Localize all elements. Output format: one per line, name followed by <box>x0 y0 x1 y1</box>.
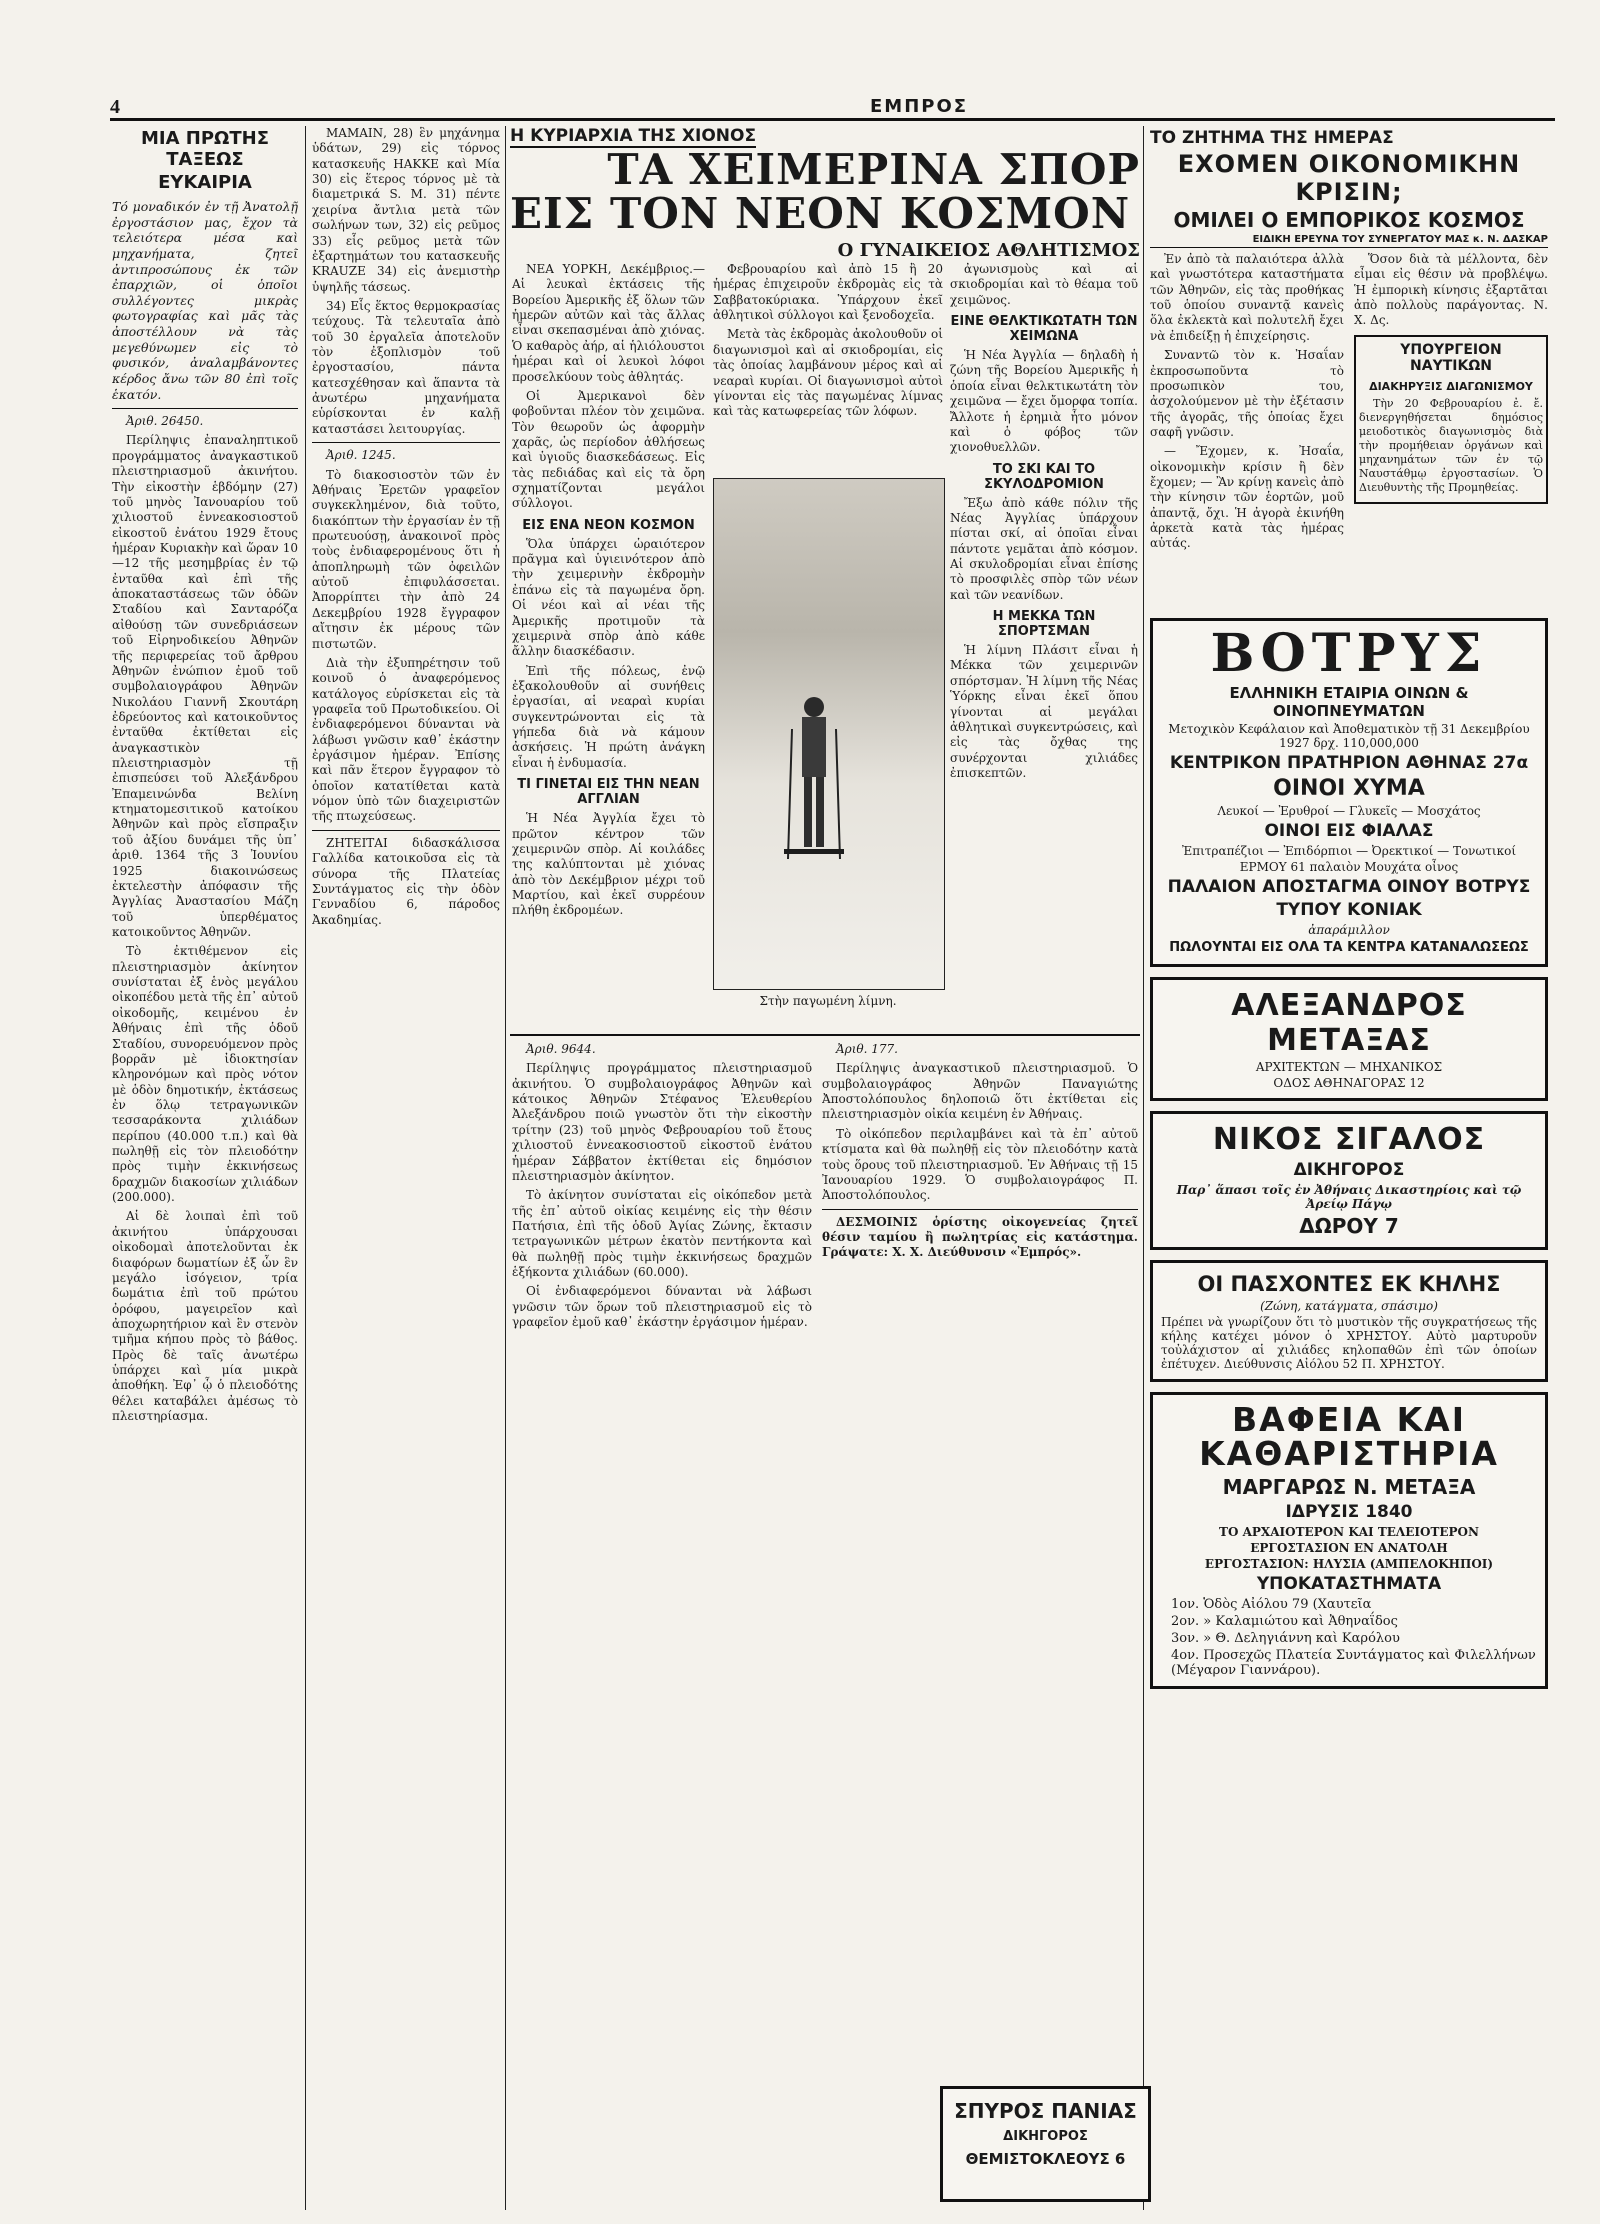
section-subheading: ΔΙΑΚΗΡΥΞΙΣ ΔΙΑΓΩΝΙΣΜΟΥ <box>1369 379 1533 393</box>
article-headline: ΕΧΟΜΕΝ ΟΙΚΟΝΟΜΙΚΗΝ ΚΡΙΣΙΝ; <box>1177 150 1521 206</box>
notice-body: Περίληψις προγράμματος πλειστηριασμοῦ ἀκινήτου. Ὁ συμβολαιογράφος Ἀθηνῶν καὶ κάτοικος Ἀθηνῶν Στέφανος Ἐλευθερίου Ἀλεξάνδρου ποιῶ γνωστὸν ὅτι τὴν εἰκοστὴν τρίτην (23) τοῦ μηνὸς Φεβρουαρίου τοῦ ἔτους χιλιοστοῦ ἐννεακοσιοστοῦ εἰκοστοῦ ἐνάτου ἡμέραν Σάββατον ἐκτίθεται εἰς δημόσιον πλειστηριασμὸν ἀκίνητον. <box>512 1061 812 1183</box>
article-body: Ὅλα ὑπάρχει ὡραιότερον πρᾶγμα καὶ ὑγιεινότερον ἀπὸ τὴν χειμερινὴν ἐκδρομὴν ἐπάνω εἰς τὰ παγωμένα ὄρη. Οἱ νέοι καὶ αἱ νέαι τῆς Ἀμερικῆς προτιμοῦν τὰ χειμερινὰ σπὸρ ἀπὸ κάθε ἄλλην διασκέδασιν. <box>512 536 705 659</box>
ad-branch: 4ον. Προσεχῶς Πλατεία Συντάγματος καὶ Φιλελλήνων (Μέγαρον Γιαννάρου). <box>1171 1647 1536 1678</box>
notice-body: Διὰ τὴν ἐξυπηρέτησιν τοῦ κοινοῦ ὁ ἀναφερόμενος κατάλογος εὑρίσκεται εἰς τὰ γραφεῖα τοῦ Πρωτοδικείου. Οἱ ἐνδιαφερόμενοι δύνανται νὰ λάβωσι γνῶσιν καθ᾽ ἑκάστην ἐργάσιμον ἡμέραν. Ἐπίσης καὶ πᾶν ἕτερον ἔγγραφον τὸ ὁποῖον κατατίθεται κατὰ νόμον ὑπὸ τῶν διαχειριστῶν τῆς πτωχεύσεως. <box>312 655 500 824</box>
article-body: Φεβρουαρίου καὶ ἀπὸ 15 ἢ 20 ἡμέρας ἐπιχειροῦν ἐκδρομὰς εἰς τὰ Σαββατοκύριακα. Ὑπάρχουν ἐκεῖ ἀθλητικοὶ σύλλογοι καὶ ξενοδοχεῖα. <box>713 262 943 323</box>
notice-body: Περίληψις ἀναγκαστικοῦ πλειστηριασμοῦ. Ὁ συμβολαιογράφος Ἀθηνῶν Παναγιώτης Ἀποστολόπουλος δηλοποιῶ ὅτι ἐκτίθεται εἰς πλειστηριασμὸν οἰκία κειμένη ἐν Ἀθήναις. <box>822 1061 1138 1122</box>
ad-role: ΔΙΚΗΓΟΡΟΣ <box>1293 1159 1405 1180</box>
notice-body: Τὸ διακοσιοστὸν τῶν ἐν Ἀθήναις Ἐρετῶν γραφεῖον συγκεκλημένον, διὰ τοῦτο, διακόπτων τὴν ἐργασίαν ἐν τῇ πρωτευούσῃ, ἀνακοινοῖ πρὸς τοὺς ἐνδιαφερομένους ὅτι ἡ ἀποπληρωμὴ τῶν ὀφειλῶν αὐτοῦ ἐπιφυλάσσεται. Ἀπορρίπτει τὴν ἀπὸ 24 Δεκεμβρίου 1928 ἔγγραφον αἴτησιν ἐκ μέρους τῶν πιστωτῶν. <box>312 467 500 651</box>
ad-founded: ΙΔΡΥΣΙΣ 1840 <box>1285 1501 1413 1522</box>
notice-number: Ἀριθ. 1245. <box>326 448 396 463</box>
ad-subtitle: (Ζώνη, κατάγματα, σπάσιμο) <box>1260 1298 1438 1313</box>
divider <box>822 1209 1138 1210</box>
notice-body: Τὴν 20 Φεβρουαρίου ἐ. ἔ. διενεργηθήσεται δημόσιος μειοδοτικὸς διαγωνισμὸς διὰ τὴν προμήθειαν ὀργάνων καὶ μηχανημάτων τῶν ἐν τῷ Ναυστάθμῳ ἐργοστασίων. Ὁ Διευθυντὴς τῆς Προμηθείας. <box>1359 396 1543 495</box>
masthead <box>110 96 1555 121</box>
column-rule <box>305 126 306 2210</box>
ad-claim-2: ΕΡΓΟΣΤΑΣΙΟΝ ΕΝ ΑΝΑΤΟΛΗ <box>1250 1540 1448 1555</box>
page-number: 4 <box>110 96 120 118</box>
ad-title: ΒΑΦΕΙΑ ΚΑΙ ΚΑΘΑΡΙΣΤΗΡΙΑ <box>1199 1399 1499 1474</box>
section-heading: ΤΟ ΣΚΙ ΚΑΙ ΤΟ ΣΚΥΛΟΔΡΟΜΙΟΝ <box>984 461 1104 492</box>
section-heading: ΥΠΟΥΡΓΕΙΟΝ ΝΑΥΤΙΚΩΝ <box>1400 341 1502 374</box>
ad-name: ΣΠΥΡΟΣ ΠΑΝΙΑΣ <box>954 2099 1137 2123</box>
notice-body: Οἱ ἐνδιαφερόμενοι δύνανται νὰ λάβωσι γνῶσιν τῶν ὅρων τοῦ πλειστηριασμοῦ εἰς τὸ γραφεῖον ἐμοῦ καθ᾽ ἑκάστην ἐργάσιμον ἡμέραν. <box>512 1284 812 1330</box>
skier-photo <box>713 478 945 990</box>
ad-bottles: ΟΙΝΟΙ ΕΙΣ ΦΙΑΛΑΣ <box>1264 820 1434 841</box>
section-heading: ΕΙΝΕ ΘΕΛΚΤΙΚΩΤΑΤΗ ΤΩΝ ΧΕΙΜΩΝΑ <box>950 314 1138 345</box>
section-heading: ΤΙ ΓΙΝΕΤΑΙ ΕΙΣ ΤΗΝ ΝΕΑΝ ΑΓΓΛΙΑΝ <box>517 777 700 808</box>
ad-branch: 3ον. » Θ. Δεληγιάννη καὶ Καρόλου <box>1171 1630 1400 1646</box>
notice-number: Ἀριθ. 9644. <box>526 1042 596 1056</box>
article-body: Ἡ Νέα Ἀγγλία ἔχει τὸ πρῶτον κέντρον τῶν χειμερινῶν σπὸρ. Αἱ κοιλάδες της καλύπτονται μὲ χιόνας ἀπὸ τὸν Δεκέμβριον μέχρι τοῦ Μαρτίου, καὶ ἐκεῖ συρρέουν πλήθη ἐκδρομέων. <box>512 811 705 918</box>
column-winter-3 <box>950 262 1138 1028</box>
notice-body: Τὸ ἀκίνητον συνίσταται εἰς οἰκόπεδον μετὰ τῆς ἐπ᾽ αὐτοῦ οἰκίας κειμένης εἰς τὴν θέσιν Πατήσια, ἐπὶ τῆς ὁδοῦ Ἀγίας Ζώνης, ἔκτασιν τετραγωνικῶν μέτρων ἑκατὸν πεντήκοντα καὶ θὰ πωληθῇ πρὸς τιμὴν ἐκκινήσεως δραχμῶν ἑξήκοντα χιλιάδων (60.000). <box>512 1188 812 1280</box>
skier-figure <box>784 689 844 869</box>
ad-product-types: Λευκοί — Ἐρυθροί — Γλυκεῖς — Μοσχάτος <box>1217 803 1481 818</box>
section-heading: Η ΜΕΚΚΑ ΤΩΝ ΣΠΟΡΤΣΜΑΝ <box>992 609 1096 640</box>
ad-sold: ΠΩΛΟΥΝΤΑΙ ΕΙΣ ΟΛΑ ΤΑ ΚΕΝΤΡΑ ΚΑΤΑΝΑΛΩΣΕΩΣ <box>1169 939 1529 955</box>
ad-cognac: ΠΑΛΑΙΟΝ ΑΠΟΣΤΑΓΜΑ ΟΙΝΟΥ ΒΟΤΡΥΣ <box>1167 876 1531 897</box>
ad-votrys-logo: ΒΟΤΡΥΣ <box>1210 623 1488 684</box>
article-body: Ἔξω ἀπὸ κάθε πόλιν τῆς Νέας Ἀγγλίας ὑπάρχουν πίσται σκί, αἱ ὁποῖαι εἶναι πάντοτε γεμᾶται ἀπὸ κόσμον. Αἱ σκυλοδρομίαι εἶναι ἐπίσης τὸ προσφιλὲς σπὸρ τῶν νέων καὶ τῶν νεανίδων. <box>950 495 1138 602</box>
notice-body: Τὸ οἰκόπεδον περιλαμβάνει καὶ τὰ ἐπ᾽ αὐτοῦ κτίσματα καὶ θὰ πωληθῇ εἰς τὸν πλειοδότην κατὰ τοὺς ὅρους τοῦ πλειστηριασμοῦ. Ἐν Ἀθήναις τῇ 15 Ἰανουαρίου 1929. Ὁ συμβολαιογράφος Π. Ἀποστολόπουλος. <box>822 1126 1138 1203</box>
ad-shop: ΚΕΝΤΡΙΚΟΝ ΠΡΑΤΗΡΙΟΝ ΑΘΗΝΑΣ 27α <box>1169 752 1529 773</box>
ad-lawyer-panias <box>940 2086 1151 2202</box>
banner-headline-2: ΕΙΣ ΤΟΝ ΝΕΟΝ ΚΟΣΜΟΝ <box>510 189 1131 239</box>
ad-metaxas <box>1150 977 1548 1101</box>
ad-sigalos <box>1150 1111 1548 1250</box>
ad-branch: 1ον. Ὁδὸς Αἰόλου 79 (Χαυτεῖα <box>1171 1596 1372 1612</box>
ad-cognac-note: ἀπαράμιλλον <box>1308 922 1390 937</box>
ad-line: Παρ᾽ ἅπασι τοῖς ἐν Ἀθήναις Δικαστηρίοις καὶ τῷ Ἀρείῳ Πάγῳ <box>1176 1182 1522 1211</box>
article-col-a <box>1150 252 1344 608</box>
banner-kicker: Η ΚΥΡΙΑΡΧΙΑ ΤΗΣ ΧΙΟΝΟΣ <box>510 126 757 146</box>
ad-name: ΑΛΕΞΑΝΔΡΟΣ ΜΕΤΑΞΑΣ <box>1231 987 1467 1058</box>
ad-role: ΑΡΧΙΤΕΚΤΩΝ — ΜΗΧΑΝΙΚΟΣ <box>1255 1059 1443 1074</box>
ad-claim: ΤΟ ΑΡΧΑΙΟΤΕΡΟΝ ΚΑΙ ΤΕΛΕΙΟΤΕΡΟΝ <box>1219 1524 1479 1539</box>
article-col-b <box>1354 252 1548 608</box>
ad-title: ΟΙ ΠΑΣΧΟΝΤΕΣ ΕΚ ΚΗΛΗΣ <box>1197 1271 1501 1296</box>
article-body: Ὅσον διὰ τὰ μέλλοντα, δὲν εἶμαι εἰς θέσιν νὰ προβλέψω. Ἡ ἐμπορικὴ κίνησις ἐξαρτᾶται ἀπὸ πολλοὺς παράγοντας. Ν. Χ. Δς. <box>1354 252 1548 328</box>
divider <box>312 442 500 443</box>
ad-bottle-types: Ἐπιτραπέζιοι — Ἐπιδόρπιοι — Ὀρεκτικοί — Τονωτικοί <box>1181 843 1517 858</box>
ad-address: ΕΡΜΟΥ 61 παλαιὸν Μουχάτα οἶνος <box>1239 859 1459 874</box>
ad-address: ΔΩΡΟΥ 7 <box>1299 1213 1399 1238</box>
article-title-2: ΕΥΚΑΙΡΙΑ <box>158 172 252 193</box>
notice-body: Αἱ δὲ λοιπαὶ ἐπὶ τοῦ ἀκινήτου ὑπάρχουσαι οἰκοδομαὶ ἀποτελοῦνται ἐκ διαφόρων δωματίων ἐξ ὧν ἓν μεγάλο ἰσόγειον, τρία δωμάτια ἐπὶ τοῦ πρώτου ὀρόφου, μαγειρεῖον καὶ ἀποχωρητήριον καὶ ἓν στενὸν τμῆμα κήπου πρὸς τὸ βάθος. Πρὸς δὲ ταῖς ἀνωτέρω ὑπάρχει καὶ μία μικρὰ ἀποθήκη. Ἐφ᾽ ᾧ ὁ πλειοδότης θέλει καταβάλει ἀμέσως τὸ πλειστηρίασμα. <box>112 1209 298 1424</box>
ministry-notice <box>1354 335 1548 505</box>
article-body: — Ἔχομεν, κ. Ἠσαΐα, οἰκονομικὴν κρίσιν ἢ δὲν ἔχομεν; — Ἂν κρίνῃ κανεὶς ἀπὸ τὴν κίνησιν τῶν ἑορτῶν, μοῦ ἀπαντᾷ, ὄχι. Ἡ ἀγορὰ ἐκινήθη ἀρκετὰ κατὰ τὰς ἡμέρας αὐτάς. <box>1150 444 1344 551</box>
article-byline: ΕΙΔΙΚΗ ΕΡΕΥΝΑ ΤΟΥ ΣΥΝΕΡΓΑΤΟΥ ΜΑΣ κ. Ν. ΔΑΣΚΑΡ <box>1150 234 1548 248</box>
section-kicker: ΤΟ ΖΗΤΗΜΑ ΤΗΣ ΗΜΕΡΑΣ <box>1150 128 1394 148</box>
column-right <box>1150 126 1548 2214</box>
article-body: ΝΕΑ ΥΟΡΚΗ, Δεκέμβριος.— Αἱ λευκαὶ ἐκτάσεις τῆς Βορείου Ἀμερικῆς ἐξ ὅλων τῶν ἡμερῶν αὐτῶν καὶ τὰς ἄλλας εἶναι σκεπασμέναι ἀπὸ χιόνας. Ὁ καθαρὸς ἀήρ, αἱ ἡλιόλουστοι ἡμέραι καὶ οἱ λευκοὶ λόφοι προσελκύουν τοὺς ἀθλητάς. <box>512 262 705 384</box>
article-body: Μετὰ τὰς ἐκδρομὰς ἀκολουθοῦν οἱ διαγωνισμοὶ καὶ αἱ σκιοδρομίαι, εἰς τὰς ὁποίας λαμβάνουν μέρος καὶ αἱ νεαραὶ κυρίαι. Οἱ διαγωνισμοὶ αὐτοὶ γίνονται εἰς τὰς παγωμένας λίμνας καὶ τὰς κατωφερείας τῶν λόφων. <box>713 327 943 419</box>
ad-factory: ΕΡΓΟΣΤΑΣΙΟΝ: ΗΛΥΣΙΑ (ΑΜΠΕΛΟΚΗΠΟΙ) <box>1204 1556 1494 1571</box>
divider <box>510 1034 1140 1036</box>
ad-address: ΘΕΜΙΣΤΟΚΛΕΟΥΣ 6 <box>965 2150 1126 2168</box>
article-body: Ἐν ἀπὸ τὰ παλαιότερα ἀλλὰ καὶ γνωστότερα καταστήματα τῶν Ἀθηνῶν, εἰς τὰς προθήκας τοῦ ὁποίου συναντᾷ κανεὶς ὅλα ἐκλεκτὰ καὶ πολυτελῆ ἔχει νὰ ἐπιδείξῃ ἡ ἐπιχείρησις. <box>1150 252 1344 343</box>
article-body: Ἡ Νέα Ἀγγλία — δηλαδὴ ἡ ζώνη τῆς Βορείου Ἀμερικῆς ἡ ὁποία εἶναι θελκτικωτάτη τὸν χειμῶνα — ἔχει ὄμορφα τοπία. Ἄλλοτε ἡ ἐρημιὰ ἦτο μόνον καὶ ὁ φόβος τῶν χιονοθυελλῶν. <box>950 348 1138 455</box>
ad-cognac-type: ΤΥΠΟΥ ΚΟΝΙΑΚ <box>1276 899 1422 920</box>
ad-kili <box>1150 1260 1548 1382</box>
article-columns <box>1150 252 1548 608</box>
notice-body: Τὸ ἐκτιθέμενον εἰς πλειστηριασμὸν ἀκίνητον συνίσταται ἐξ ἑνὸς μεγάλου οἰκοπέδου μετὰ τῆς ἐπ᾽ αὐτοῦ οἰκοδομῆς, κειμένου ἐν Ἀθήναις ἐπὶ τῆς ὁδοῦ Σταδίου, συνορευόμενον πρὸς βορρᾶν μὲ ἰδιοκτησίαν κληρονόμων καὶ πρὸς νότον μὲ ὁδὸν δημοτικήν, ἐκτάσεως ἐν ὅλῳ τετραγωνικῶν τεσσαράκοντα χιλιάδων περίπου (40.000 τ.π.) καὶ θὰ πωληθῇ εἰς τὸν πλειοδότην πρὸς τιμὴν ἐκκινήσεως δραχμῶν διακοσίων χιλιάδων (200.000). <box>112 944 298 1205</box>
ad-capital: Μετοχικὸν Κεφάλαιον καὶ Ἀποθεματικὸν τῇ 31 Δεκεμβρίου 1927 δρχ. 110,000,000 <box>1168 721 1530 750</box>
notice-number: Ἀριθ. 177. <box>836 1042 898 1056</box>
column-lower-notices-2 <box>822 1042 1138 2074</box>
column-notices <box>312 126 500 2214</box>
notice-body: ΜΑΜΑΙΝ, 28) ἓν μηχάνημα ὑδάτων, 29) εἰς τόρνος κατασκευῆς ΗΑΚΚΕ καὶ Μία 30) εἰς ἕτερος τόρνος μὲ τὰ διαμετρικά S. M. 31) πέντε χειρίνα ἄντλια μετὰ τῶν σωλήνων των, 32) εἰς ρεῦμος 33) εἷς ρεῦμος μετὰ τῶν ἐξαρτημάτων του κατασκευῆς KRAUZE 34) εἰς ἀνεμιστὴρ ὑψηλῆς τάσεως. <box>312 126 500 294</box>
article-body: Ἡ λίμνη Πλάσιτ εἶναι ἡ Μέκκα τῶν χειμερινῶν σπόρτσμαν. Ἡ λίμνη τῆς Νέας Ὑόρκης εἶναι ἐκεῖ ὅπου γίνονται αἱ μεγάλαι ἀθλητικαὶ συγκεντρώσεις, καὶ εἰς τὰς ὄχθας της συνέρχονται χιλιάδες ἐπισκεπτῶν. <box>950 643 1138 780</box>
banner-headline-1: ΤΑ ΧΕΙΜΕΡΙΝΑ ΣΠΟΡ <box>607 145 1140 194</box>
article-body: Συναντῶ τὸν κ. Ἠσαΐαν ἐκπροσωποῦντα τὸ προσωπικὸν του, ἀσχολούμενον μὲ τὴν ἐξέτασιν τῆς ἀγορᾶς, τῆς ὁποίας ἔχει σαφῆ γνῶσιν. <box>1150 348 1344 439</box>
article-body: Ἐπὶ τῆς πόλεως, ἐνῷ ἐξακολουθοῦν αἱ συνήθεις ἐργασίαι, αἱ νεαραὶ κυρίαι συγκεντρώνονται εἰς τὰ γήπεδα διὰ νὰ κάμουν ἀσκήσεις. Ἡ πρώτη ἀνάγκη εἶναι ἡ ἐνδυμασία. <box>512 663 705 770</box>
ad-name: ΝΙΚΟΣ ΣΙΓΑΛΟΣ <box>1212 1121 1486 1157</box>
article-subhead: ΟΜΙΛΕΙ Ο ΕΜΠΟΡΙΚΟΣ ΚΟΣΜΟΣ <box>1173 208 1525 232</box>
column-lower-notices-1 <box>512 1042 812 2214</box>
ad-branches-title: ΥΠΟΚΑΤΑΣΤΗΜΑΤΑ <box>1256 1573 1442 1594</box>
column-rule <box>505 126 506 2210</box>
classified-ad: ΖΗΤΕΙΤΑΙ διδασκάλισσα Γαλλίδα κατοικοῦσα εἰς τὰ σύνορα τῆς Πλατείας Συντάγματος εἰς τὴν ὁδὸν Γενναδίου 6, πάροδος Ἀκαδημίας. <box>312 835 500 927</box>
winter-sports-banner <box>510 126 1140 262</box>
notice-body: Περίληψις ἐπαναληπτικοῦ προγράμματος ἀναγκαστικοῦ πλειστηριασμοῦ ἀκινήτου. Τὴν εἰκοστὴν ἑβδόμην (27) τοῦ μηνὸς Ἰανουαρίου τοῦ χιλιοστοῦ ἐννεακοσιοστοῦ εἰκοστοῦ ἐνάτου 1929 ἔτους ἡμέραν Κυριακὴν καὶ ὥραν 10—12 τῆς μεσημβρίας ἐν τῷ ἐνταῦθα καὶ ἐπὶ τῆς ἀποκαταστάσεως τῶν ὁδῶν Σταδίου καὶ Σανταρόζα αἰθούσῃ τῶν συνεδριάσεων τοῦ Εἰρηνοδικείου Ἀθηνῶν τῆς περιφερείας τοῦ ἄρθρου Ἀθηνῶν ἐνώπιον ἐμοῦ τοῦ συμβολαιογράφου Ἀθηνῶν Νικολάου Γιαννῆ Σκουτάρη ἐδρεύοντος καὶ κατοικοῦντος ἐνταῦθα ἐκτίθεται εἰς ἀναγκαστικὸν πλειστηριασμὸν τῇ ἐπισπεύσει τοῦ Ἀλεξάνδρου Ἐπαμεινώνδα Βελίνη κτηματομεσιτικοῦ κατοίκου Ἀθηνῶν καὶ πρὸς εἴσπραξιν τοῦ ἀξίου δυνάμει τῆς ὑπ᾽ ἀριθ. 1364 τῆς 3 Ἰουνίου 1925 διακοινώσεως ἐκτελεστὴν ἀπόφασιν τῆς Ἀγγλίας Ἀναστασίου Μάζη τοῦ ὑπερθέματος κατοικοῦντος Ἀθηνῶν. <box>112 433 298 939</box>
ad-subtitle: ΕΛΛΗΝΙΚΗ ΕΤΑΙΡΙΑ ΟΙΝΩΝ & ΟΙΝΟΠΝΕΥΜΑΤΩΝ <box>1229 683 1469 720</box>
ad-owner: ΜΑΡΓΑΡΩΣ Ν. ΜΕΤΑΞΑ <box>1222 1474 1476 1499</box>
paper-title: ΕΜΠΡΟΣ <box>870 96 969 117</box>
column-winter-1 <box>512 262 705 1028</box>
ad-vafeia <box>1150 1392 1548 1689</box>
column-winter-2 <box>713 262 943 472</box>
banner-subhead: Ο ΓΥΝΑΙΚΕΙΟΣ ΑΘΛΗΤΙΣΜΟΣ <box>837 240 1140 262</box>
classified-ad: ΔΕΣΜΟΙΝΙΣ ὁρίστης οἰκογενείας ζητεῖ θέσιν ταμίου ἢ πωλητρίας εἰς κατάστημα. Γράψατε: Χ. Χ. Διεύθυνσιν «Ἐμπρός». <box>822 1214 1138 1260</box>
ad-branch: 2ον. » Καλαμιώτου καὶ Ἀθηναΐδος <box>1171 1613 1398 1629</box>
column-opportunity <box>112 126 298 2214</box>
divider <box>112 408 298 409</box>
notice-body: 34) Εἷς ἕκτος θερμοκρασίας τεύχους. Τὰ τελευταῖα ἀπὸ τοῦ 30 ἐργαλεῖα ἀποτελοῦν τὸν ἐξοπλισμὸν τοῦ ἐργοστασίου, πάντα κατεσχέθησαν καὶ ἅπαντα τὰ ἀνωτέρω μηχανήματα εὑρίσκονται ἐν καλῇ καταστάσει λειτουργίας. <box>312 298 500 436</box>
ad-role: ΔΙΚΗΓΟΡΟΣ <box>1003 2129 1088 2144</box>
divider <box>312 830 500 831</box>
ad-address: ΟΔΟΣ ΑΘΗΝΑΓΟΡΑΣ 12 <box>1273 1075 1425 1090</box>
ad-product: ΟΙΝΟΙ ΧΥΜΑ <box>1273 775 1425 801</box>
article-lead: Τό μοναδικόν ἐν τῇ Ἀνατολῇ ἐργοστάσιον μας, ἔχον τὰ τελειότερα μέσα καὶ μηχανήματα, ζητεῖ ἀντιπροσώπους ἐκ τῶν ἐπαρχιῶν, οἱ ὁποῖοι συλλέγοντες μικρὰς φωτογραφίας καὶ μᾶς τὰς ἀποστέλλουν νὰ τὰς μεγεθύνωμεν εἰς τὸ φυσικόν, ἀναλαμβάνοντες κέρδος ἄνω τῶν 80 ἐπὶ τοῖς ἑκατόν. <box>112 199 298 402</box>
ad-body: Πρέπει νὰ γνωρίζουν ὅτι τὸ μυστικὸν τῆς συγκρατήσεως τῆς κήλης κατέχει μόνον ὁ ΧΡΗΣΤΟΥ. Αὐτὸ μαρτυροῦν τοὐλάχιστον αἱ χιλιάδες κηλοπαθῶν ἐπὶ τῶν ὁποίων ἐπέτυχεν. Διεύθυνσις Αἰόλου 52 Π. ΧΡΗΣΤΟΥ. <box>1161 1314 1537 1371</box>
section-heading: ΕΙΣ ΕΝΑ ΝΕΟΝ ΚΟΣΜΟΝ <box>522 517 695 533</box>
column-rule <box>1143 126 1144 2210</box>
article-title: ΜΙΑ ΠΡΩΤΗΣ ΤΑΞΕΩΣ <box>140 128 269 170</box>
photo-caption: Στὴν παγωμένη λίμνη. <box>759 994 897 1008</box>
article-body: ἀγωνισμοὺς καὶ αἱ σκιοδρομίαι καὶ τὸ θέαμα τοῦ χειμῶνος. <box>950 262 1138 307</box>
article-body: Οἱ Ἀμερικανοὶ δὲν φοβοῦνται πλέον τὸν χειμῶνα. Τὸν θεωροῦν ὡς ἀφορμὴν χαρᾶς, ὡς περίοδον ἀθλήσεως καὶ ὑγιοῦς διασκεδάσεως. Εἰς τὰς πεδιάδας καὶ εἰς τὰ ὄρη σχηματίζονται μεγάλοι σύλλογοι. <box>512 388 705 511</box>
ad-votrys <box>1150 618 1548 967</box>
notice-number: Ἀριθ. 26450. <box>126 414 204 429</box>
